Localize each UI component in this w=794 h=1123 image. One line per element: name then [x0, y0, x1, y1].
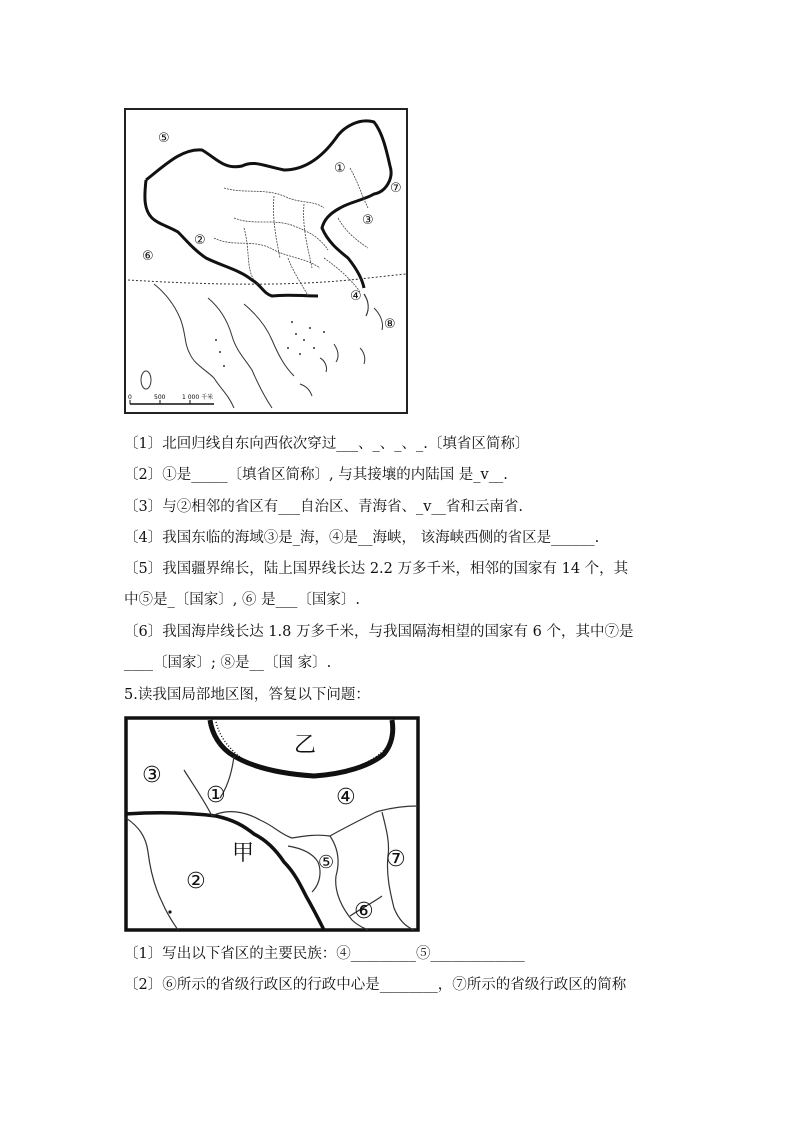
q2-1: 〔1〕写出以下省区的主要民族：④_________⑤_____________: [124, 946, 525, 962]
china-map: [124, 108, 408, 414]
map2-label-6: ⑥: [354, 899, 374, 924]
map2-label-1: ①: [206, 783, 226, 808]
map1-label-4: ④: [350, 289, 362, 304]
map1-label-5: ⑤: [158, 131, 170, 146]
q1-4: 〔4〕我国东临的海域③是_海，④是__海峡， 该海峡西侧的省区是______.: [124, 530, 600, 546]
q1-6b: ____〔国家〕; ⑧是__〔国 家〕.: [124, 655, 332, 671]
map2-label-5: ⑤: [318, 852, 335, 873]
q1-2: 〔2〕①是_____〔填省区简称〕, 与其接壤的内陆国 是_v__.: [124, 467, 508, 483]
map1-label-8: ⑧: [384, 317, 396, 332]
q1-6a: 〔6〕我国海岸线长达 1.8 万多千米，与我国隔海相望的国家有 6 个，其中⑦是: [124, 624, 634, 640]
map2-label-3: ③: [142, 763, 162, 788]
scale-500: 500: [154, 394, 166, 401]
section-5-heading: 5.读我国局部地区图，答复以下问题：: [124, 687, 370, 703]
map1-label-7: ⑦: [390, 181, 402, 196]
q1-5a: 〔5〕我国疆界绵长，陆上国界线长达 2.2 万多千米，相邻的国家有 14 个，其: [124, 561, 629, 577]
q1-5b: 中⑤是_〔国家〕, ⑥ 是___〔国家〕.: [124, 592, 360, 608]
map2-label-yi: 乙: [294, 733, 317, 758]
regional-map: [124, 716, 420, 932]
map1-label-3: ③: [362, 213, 374, 228]
map2-label-7: ⑦: [386, 847, 406, 872]
map2-label-jia: 甲: [232, 841, 255, 866]
scale-0: 0: [128, 394, 132, 401]
map1-label-1: ①: [334, 161, 346, 176]
q1-3: 〔3〕与②相邻的省区有___自治区、青海省、_v__省和云南省.: [124, 499, 524, 515]
map2-label-2: ②: [186, 869, 206, 894]
map2-label-4: ④: [336, 785, 356, 810]
map1-label-2: ②: [194, 233, 206, 248]
q1-1: 〔1〕北回归线自东向西依次穿过___、_、_、_.〔填省区简称〕: [124, 436, 530, 452]
q2-2: 〔2〕⑥所示的省级行政区的行政中心是________，⑦所示的省级行政区的简称: [124, 977, 627, 993]
scale-1000: 1 000 千米: [182, 394, 214, 401]
map1-label-6: ⑥: [142, 249, 154, 264]
